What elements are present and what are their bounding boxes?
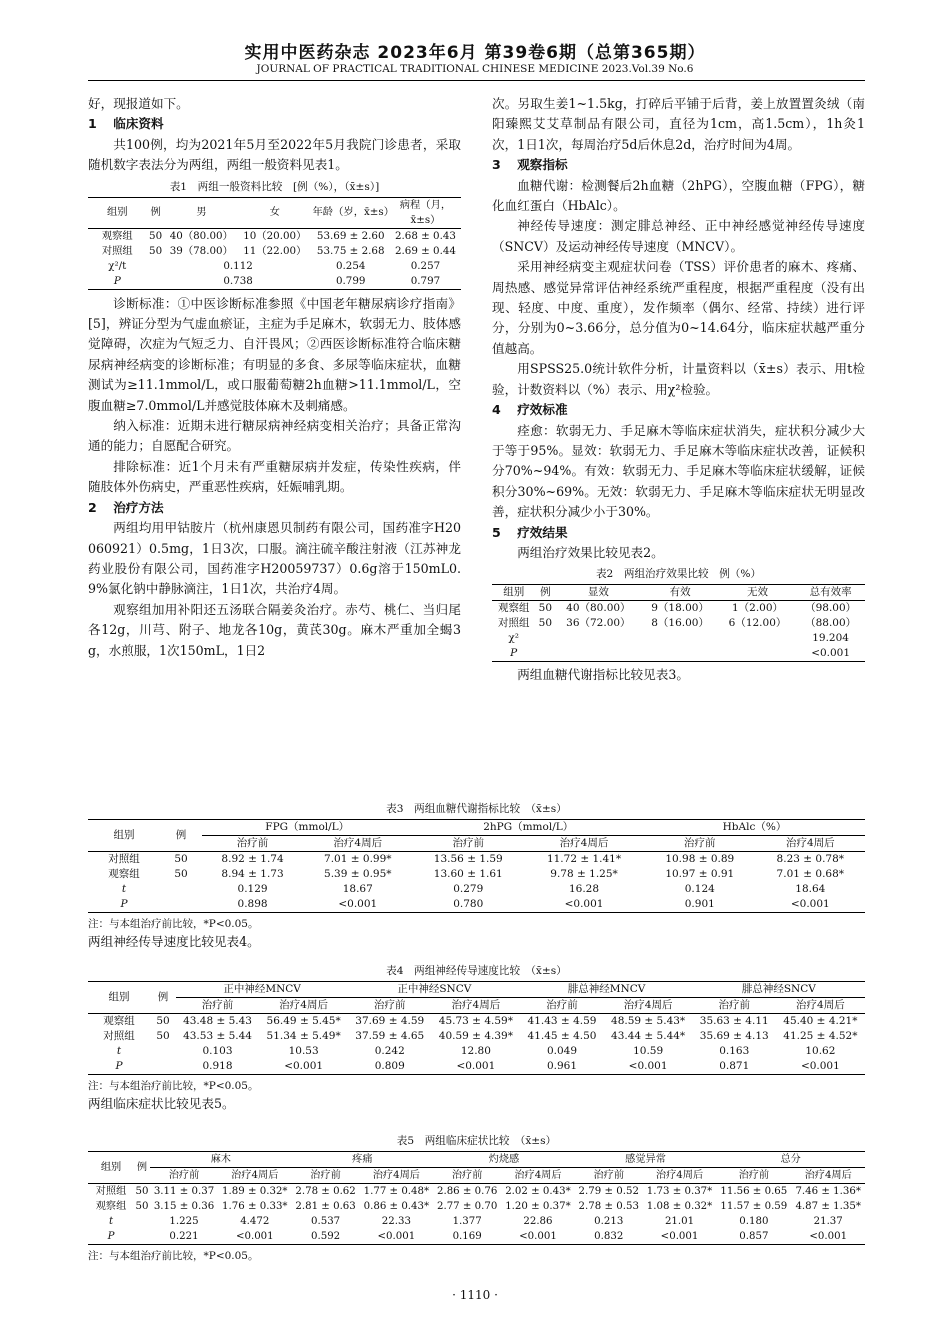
table-cell: 0.592	[311, 1231, 341, 1242]
table-header-row: 组别 例 显效 有效 无效 总有效率	[492, 585, 865, 601]
paragraph: 用SPSS25.0统计软件分析，计量资料以（x̄±s）表示、用t检验，计数资料以（%）表示、用χ²检验。	[492, 361, 865, 397]
table-cell: 0.961	[546, 1060, 578, 1072]
table-cell: 45.40 ± 4.21*	[783, 1015, 858, 1027]
table-cell: <0.001	[790, 898, 830, 910]
paragraph: 好，现报道如下。	[88, 96, 189, 111]
table-cell: 2.78 ± 0.62	[295, 1186, 356, 1197]
table-cell: 0.242	[374, 1045, 405, 1057]
table-cell: 0.103	[202, 1045, 233, 1057]
table-cell: 50	[156, 1015, 170, 1027]
paragraph: 共100例，均为2021年5月至2022年5月我院门诊患者，采取随机数字表法分为两组，两组一般资料见表1。	[88, 136, 461, 173]
table-cell: 0.124	[684, 883, 715, 895]
table5: 组别 例 麻木 疼痛 灼烧感 感觉异常 总分 治疗前 治疗4周后 治疗前 治疗4周后 治疗前 治疗4周后 治疗前 治疗4周后 治疗前 治疗4周后 对照组 50 3.11 ± 0.37 1.89 ± 0.32* 2.78 ± 0.62 1.77 ± 0.48* 2.86 ± 0.76 2.02 ± 0.43* 2.79 ± 0.52 1.73 ± 0.37* 11.56 ± 0.65 7.46 ± 1.36* 观察组 50 3.15 ± 0.36 1.76 ± 0.33* 2.81 ± 0.63 0.86 ± 0.43* 2.77 ± 0.70 1.20 ± 0.37* 2.78 ± 0.53 1.08 ± 0.32* 11.57 ± 0.59 4.87 ± 1.35* t 1.225 4.472 0.537 22.33 1.377 22.86 0.213 21.01 0.180 21.37 P 0.221 <0.001 0.592 <0.001 0.169 <0.001 0.832 <0.001 0.857 <0.001	[88, 1151, 865, 1245]
table-cell: t	[108, 1216, 114, 1227]
table3-note: 注：与本组治疗前比较，*P<0.05。	[88, 918, 259, 930]
table-cell: 0.049	[546, 1045, 578, 1057]
table-cell: 2.81 ± 0.63	[295, 1201, 356, 1212]
table-cell: 11.72 ± 1.41*	[546, 853, 622, 865]
paragraph: 两组临床症状比较见表5。	[88, 1096, 235, 1111]
table-cell: 3.11 ± 0.37	[153, 1186, 215, 1197]
table-header-row: 组别 例 男 女 年龄（岁，x̄±s） 病程（月，x̄±s）	[88, 197, 461, 228]
table-cell: 0.871	[719, 1060, 750, 1072]
table-row: P <0.001	[492, 646, 865, 662]
table-cell: 0.832	[594, 1231, 624, 1242]
table-cell: 51.34 ± 5.49*	[266, 1030, 341, 1042]
table-row	[88, 1014, 865, 1030]
header-rule	[88, 80, 865, 81]
table-cell: 21.01	[664, 1216, 695, 1227]
table-cell: 0.279	[453, 883, 484, 895]
table-cell: 22.86	[523, 1216, 553, 1227]
table4-block	[88, 960, 865, 1114]
table-row: 对照组 50 36（72.00） 8（16.00） 6（12.00） （88.00）	[497, 617, 857, 630]
table-row: P 0.738 0.799 0.797	[88, 274, 461, 290]
table-cell: 7.01 ± 0.99*	[324, 853, 392, 865]
table-cell: 8.92 ± 1.74	[221, 853, 284, 865]
table3-block	[88, 798, 865, 952]
table-cell: 4.472	[240, 1216, 270, 1227]
table-cell: 50	[135, 1201, 149, 1212]
table-cell: 10.59	[633, 1045, 664, 1057]
table-cell: <0.001	[284, 1060, 324, 1072]
table-cell: 1.89 ± 0.32*	[222, 1186, 288, 1197]
table-cell: 观察组	[108, 868, 140, 880]
table-row	[88, 897, 865, 913]
table-cell: 2.78 ± 0.53	[578, 1201, 639, 1212]
table-cell	[150, 1059, 176, 1075]
table-cell: 43.48 ± 5.43	[183, 1015, 252, 1027]
table-cell: P	[120, 898, 128, 910]
table-cell: <0.001	[519, 1231, 557, 1242]
table-cell: 43.44 ± 5.44*	[611, 1030, 686, 1042]
table-cell: 0.129	[237, 883, 268, 895]
table-cell: 10.62	[805, 1045, 836, 1057]
table5-note: 注：与本组治疗前比较，*P<0.05。	[88, 1250, 259, 1262]
table-cell: 48.59 ± 5.43*	[611, 1015, 686, 1027]
table-cell: 10.53	[288, 1045, 319, 1057]
table-cell: 1.73 ± 0.37*	[646, 1186, 713, 1197]
table-row	[88, 852, 865, 868]
table-cell: 40.59 ± 4.39*	[438, 1030, 513, 1042]
table-cell: 5.39 ± 0.95*	[324, 868, 392, 880]
table-row	[88, 1229, 865, 1245]
table-cell: 0.180	[739, 1216, 769, 1227]
table-cell: 1.76 ± 0.33*	[222, 1201, 288, 1212]
table-cell: 2.02 ± 0.43*	[505, 1186, 571, 1197]
table-cell: 37.69 ± 4.59	[355, 1015, 425, 1027]
paragraph: 两组血糖代谢指标比较见表3。	[517, 667, 689, 683]
table-cell: 11.56 ± 0.65	[720, 1186, 788, 1197]
table-row	[88, 1029, 865, 1044]
table-cell: 观察组	[95, 1201, 127, 1212]
table-cell: 1.225	[169, 1216, 199, 1227]
table-cell: 8.94 ± 1.73	[221, 868, 284, 880]
table-cell: 50	[174, 853, 188, 865]
table1	[88, 197, 461, 290]
paragraph: 观察组加用补阳还五汤联合隔姜灸治疗。赤芍、桃仁、当归尾各12g，川芎、附子、地龙各10g，黄芪30g。麻木严重加全蝎3g，水煎服，1次150mL，1日2	[88, 601, 461, 658]
table-cell: 50	[135, 1186, 149, 1197]
table-cell: 18.64	[795, 883, 826, 895]
table-cell: <0.001	[809, 1231, 848, 1242]
table-cell: 0.857	[739, 1231, 769, 1242]
table-row	[88, 1059, 865, 1075]
paragraph: 两组神经传导速度比较见表4。	[88, 934, 260, 949]
table-cell: 10.98 ± 0.89	[665, 853, 735, 865]
table-cell: 0.901	[684, 898, 715, 910]
table-cell: 0.213	[594, 1216, 624, 1227]
paragraph: 采用神经病变主观症状问卷（TSS）评价患者的麻木、疼痛、周热感、感觉异常评估神经系统严重程度，根据严重程度（没有出现、轻度、中度、重度），发作频率（偶尔、经常、持续）进行评分，分别为0~3.66分，总分值为0~14.64分，临床症状越严重分值越高。	[492, 259, 865, 356]
table3: 组别 例 FPG（mmol/L） 2hPG（mmol/L） HbAlc（%） 治疗前 治疗4周后 治疗前 治疗4周后 治疗前 治疗4周后 对照组 50 8.92 ± 1.74 7.01 ± 0.99* 13.56 ± 1.59 11.72 ± 1.41* 10.98 ± 0.89 8.23 ± 0.78* 观察组 50 8.94 ± 1.73 5.39 ± 0.95* 13.60 ± 1.61 9.78 ± 1.25* 10.97 ± 0.91 7.01 ± 0.68* t 0.129 18.67 0.279 16.28 0.124 18.64 P 0.898 <0.001 0.780 <0.001 0.901 <0.001	[88, 819, 865, 913]
table-cell	[150, 1044, 176, 1059]
table-cell: 35.63 ± 4.11	[699, 1015, 769, 1027]
table-cell: 8.23 ± 0.78*	[776, 853, 845, 865]
paragraph: 痊愈：软弱无力、手足麻木等临床症状消失，症状积分减少大于等于95%。显效：软弱无力、手足麻木等临床症状改善，证候积分70%~94%。有效：软弱无力、手足麻木等临床症状缓解，证候积分30%~69%。无效：软弱无力、手足麻木等临床症状无明显改善，症状积分减少小于30%。	[492, 422, 865, 520]
table-cell: 1.377	[452, 1216, 482, 1227]
table5-block	[88, 1130, 865, 1264]
section-heading-5: 5 疗效结果	[492, 524, 568, 540]
table-cell: 43.53 ± 5.44	[183, 1030, 252, 1042]
table-cell: <0.001	[800, 1060, 840, 1072]
table-cell: <0.001	[377, 1231, 416, 1242]
table-cell: <0.001	[338, 898, 378, 910]
table-cell	[134, 1229, 150, 1245]
table4: 组别 例 正中神经MNCV 正中神经SNCV 腓总神经MNCV 腓总神经SNCV 治疗前 治疗4周后 治疗前 治疗4周后 治疗前 治疗4周后 治疗前 治疗4周后 观察组 50 43.48 ± 5.43 56.49 ± 5.45* 37.69 ± 4.59 45.73 ± 4.59* 41.43 ± 4.59 48.59 ± 5.43* 35.63 ± 4.11 45.40 ± 4.21* 对照组 50 43.53 ± 5.44 51.34 ± 5.49* 37.59 ± 4.65 40.59 ± 4.39* 41.45 ± 4.50 43.44 ± 5.44* 35.69 ± 4.13 41.25 ± 4.52* t 0.103 10.53 0.242 12.80 0.049 10.59 0.163 10.62 P 0.918 <0.001 0.809 <0.001 0.961 <0.001 0.871 <0.001	[88, 981, 865, 1075]
table4-note: 注：与本组治疗前比较，*P<0.05。	[88, 1080, 259, 1092]
table-cell: 1.08 ± 0.32*	[646, 1201, 713, 1212]
table-cell: 0.809	[374, 1060, 405, 1072]
paragraph: 血糖代谢：检测餐后2h血糖（2hPG），空腹血糖（FPG），糖化血红蛋白（HbAlc）。	[492, 177, 865, 214]
table-row: 观察组 50 40（80.00） 9（18.00） 1（2.00） （98.00）	[497, 602, 857, 615]
table-cell: t	[116, 1045, 122, 1057]
paragraph: 两组治疗效果比较见表2。	[517, 544, 664, 560]
paragraph: 次。另取生姜1~1.5kg，打碎后平铺于后背，姜上放置置灸绒（南阳臻熙艾艾草制品有限公司，直径为1cm，高1.5cm），1h灸1次，1日1次，每周治疗5d后休息2d，治疗时间为4周。	[492, 96, 865, 152]
table-cell: t	[121, 883, 127, 895]
table-row: χ²/t 0.112 0.254 0.257	[108, 259, 441, 272]
table-cell: 1.77 ± 0.48*	[363, 1186, 430, 1197]
table-cell: 37.59 ± 4.65	[355, 1030, 425, 1042]
table-cell: 16.28	[568, 883, 600, 895]
table-cell: 41.43 ± 4.59	[527, 1015, 597, 1027]
table-cell: 41.45 ± 4.50	[527, 1030, 597, 1042]
paragraph: 神经传导速度：测定腓总神经、正中神经感觉神经传导速度（SNCV）及运动神经传导速度（MNCV）。	[492, 218, 865, 254]
table-cell: 18.67	[342, 883, 373, 895]
right-column	[492, 94, 865, 686]
table-row	[88, 1044, 865, 1059]
table-row	[88, 882, 865, 897]
table-cell: 0.163	[719, 1045, 750, 1057]
table-cell: P	[115, 1060, 123, 1072]
table-cell: 9.78 ± 1.25*	[550, 868, 618, 880]
table-cell: 10.97 ± 0.91	[665, 868, 735, 880]
table-cell: 7.46 ± 1.36*	[795, 1186, 861, 1197]
table-cell: 0.86 ± 0.43*	[363, 1201, 430, 1212]
table-cell: 50	[156, 1030, 170, 1042]
table-cell: 22.33	[381, 1216, 411, 1227]
table-row	[88, 1199, 865, 1214]
table1-caption: 表1 两组一般资料比较 [例（%），（x̄±s）]	[169, 180, 380, 193]
table-cell: 56.49 ± 5.45*	[266, 1015, 341, 1027]
table-cell: 21.37	[813, 1216, 843, 1227]
table-cell: 0.918	[202, 1060, 233, 1072]
table2	[492, 584, 865, 662]
table3-caption: 表3 两组血糖代谢指标比较 （x̄±s）	[386, 803, 567, 815]
paragraph: 排除标准：近1个月未有严重糖尿病并发症，传染性疾病，伴随肢体外伤病史，严重恶性疾病，妊娠哺乳期。	[88, 458, 461, 495]
table-cell: <0.001	[564, 898, 604, 910]
table-row	[88, 1184, 865, 1200]
table-cell: 7.01 ± 0.68*	[776, 868, 845, 880]
table-cell: 2.77 ± 0.70	[436, 1201, 498, 1212]
paragraph: 两组均用甲钴胺片（杭州康恩贝制药有限公司，国药准字H20060921）0.5mg，1日3次，口服。滴注硫辛酸注射液（江苏神龙药业股份有限公司，国药准字H20059737）0.6g溶于150mL0.9%氯化钠中静脉滴注，1日1次，共治疗4周。	[88, 520, 461, 597]
table-cell	[134, 1214, 150, 1229]
paragraph: 纳入标准：近期未进行糖尿病神经病变相关治疗；具备正常沟通的能力；自愿配合研究。	[88, 418, 461, 454]
paragraph: 诊断标准：①中医诊断标准参照《中国老年糖尿病诊疗指南》[5]，辨证分型为气虚血瘀证，主症为手足麻木，软弱无力、肢体感觉障碍，次症为气短乏力、自汗畏风；②西医诊断标准符合临床糖尿病神经病变的诊断标准；有明显的多食、多尿等临床症状，血糖测试为≥11.1mmol/L，或口服葡萄糖2h血糖>11.1mmol/L，空腹血糖≥7.0mmol/L并感觉肢体麻木及刺痛感。	[88, 295, 461, 413]
table-cell: <0.001	[235, 1231, 274, 1242]
table-cell: 0.537	[311, 1216, 341, 1227]
table-cell: 0.169	[452, 1231, 482, 1242]
table-cell: 11.57 ± 0.59	[720, 1201, 788, 1212]
section-heading-4: 4 疗效标准	[492, 402, 568, 418]
left-column	[88, 94, 461, 661]
table-cell: 4.87 ± 1.35*	[795, 1201, 861, 1212]
table-cell: <0.001	[456, 1060, 496, 1072]
table-cell: 观察组	[103, 1015, 135, 1027]
table-cell: 2.79 ± 0.52	[578, 1186, 639, 1197]
page-number: · 1110 ·	[452, 1288, 498, 1302]
table-cell: 41.25 ± 4.52*	[783, 1030, 858, 1042]
table-cell: 0.780	[453, 898, 484, 910]
table-row	[88, 1214, 865, 1229]
table-cell: 3.15 ± 0.36	[153, 1201, 215, 1212]
table-cell: 0.221	[169, 1231, 199, 1242]
table-cell: 对照组	[95, 1186, 127, 1197]
section-heading-2: 2 治疗方法	[88, 499, 164, 515]
table-cell: 0.898	[237, 898, 268, 910]
table2-caption: 表2 两组治疗效果比较 例（%）	[595, 568, 762, 581]
table-cell: 50	[174, 868, 188, 880]
table-row: 观察组 50 40（80.00） 10（20.00） 53.69 ± 2.60 2.68 ± 0.43	[101, 229, 456, 242]
table-cell: 1.20 ± 0.37*	[505, 1201, 571, 1212]
journal-title-cn: 实用中医药杂志 2023年6月 第39卷6期（总第365期）	[244, 43, 706, 63]
table-row	[88, 867, 865, 882]
journal-title-en: JOURNAL OF PRACTICAL TRADITIONAL CHINESE MEDICINE 2023.Vol.39 No.6	[256, 63, 694, 75]
section-heading-3: 3 观察指标	[492, 157, 568, 173]
table-cell: <0.001	[660, 1231, 699, 1242]
table4-caption: 表4 两组神经传导速度比较 （x̄±s）	[386, 965, 567, 977]
table-cell	[160, 882, 202, 897]
table-cell: 13.60 ± 1.61	[433, 868, 503, 880]
table5-caption: 表5 两组临床症状比较 （x̄±s）	[396, 1135, 557, 1147]
table-row: χ² 19.204	[508, 632, 849, 645]
table-cell: 13.56 ± 1.59	[433, 853, 503, 865]
table-cell: <0.001	[628, 1060, 668, 1072]
table-cell: 45.73 ± 4.59*	[438, 1015, 513, 1027]
table-cell: 35.69 ± 4.13	[699, 1030, 769, 1042]
table-cell: 对照组	[103, 1030, 135, 1042]
table-cell: 12.80	[460, 1045, 491, 1057]
table-cell: 2.86 ± 0.76	[436, 1186, 498, 1197]
table-cell: 对照组	[108, 853, 140, 865]
table-cell	[160, 897, 202, 913]
table-cell: P	[107, 1231, 115, 1242]
table-row: 对照组 50 39（78.00） 11（22.00） 53.75 ± 2.68 2.69 ± 0.44	[101, 244, 456, 257]
section-heading-1: 1 临床资料	[88, 116, 164, 132]
